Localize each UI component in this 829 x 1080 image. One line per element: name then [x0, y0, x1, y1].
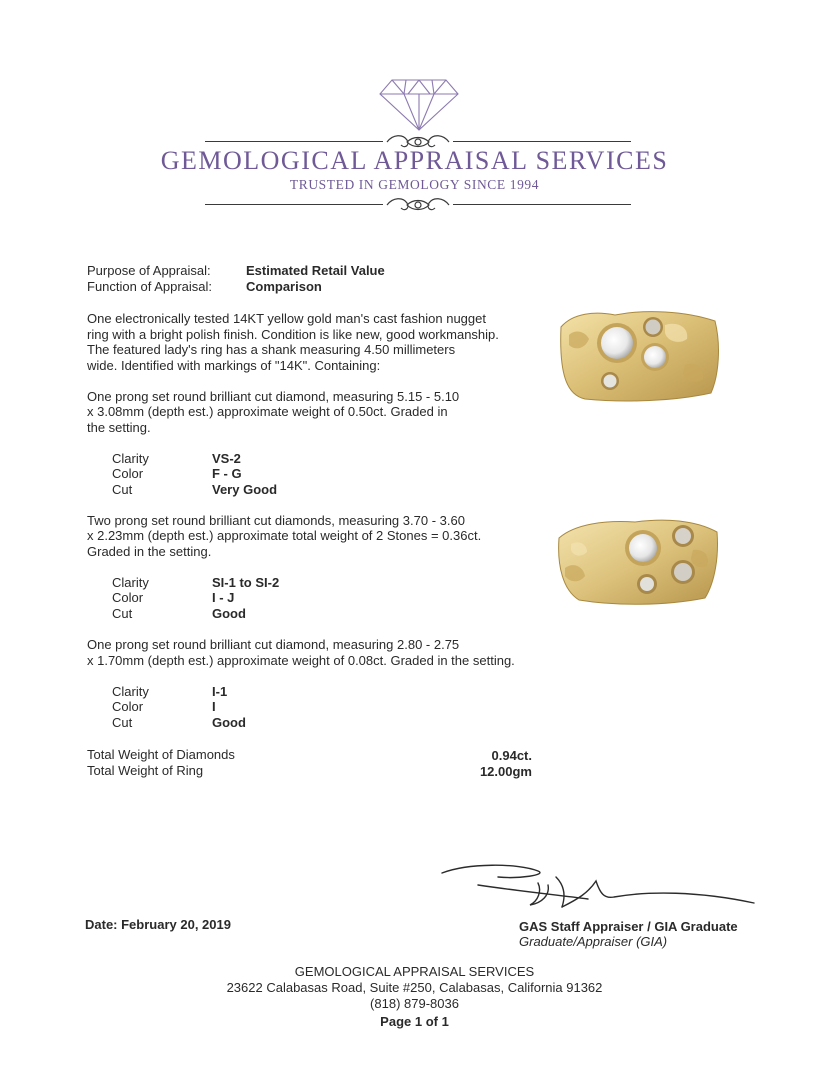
footer-organization-name: GEMOLOGICAL APPRAISAL SERVICES [294, 964, 535, 979]
stone-1-color-label: Color [112, 466, 144, 481]
stone-2-description-line: x 2.23mm (depth est.) approximate total weight of 2 Stones = 0.36ct. [87, 528, 482, 543]
stone-3-description-line: x 1.70mm (depth est.) approximate weight of 0.08ct. Graded in the setting. [87, 653, 515, 668]
organization-name: GEMOLOGICAL APPRAISAL SERVICES [160, 146, 669, 175]
total-ring-weight-label: Total Weight of Ring [87, 763, 204, 778]
stone-1-description-line: the setting. [87, 420, 151, 435]
stone-2-color-value: I - J [212, 590, 235, 605]
stone-1-clarity-value: VS-2 [212, 451, 241, 466]
total-diamond-weight-label: Total Weight of Diamonds [87, 747, 235, 762]
stone-1-clarity-label: Clarity [112, 451, 149, 466]
page-number: Page 1 of 1 [380, 1014, 449, 1029]
stone-2-clarity-label: Clarity [112, 575, 149, 590]
description-line: wide. Identified with markings of "14K". Containing: [87, 358, 381, 373]
appraisal-date: Date: February 20, 2019 [85, 917, 231, 932]
organization-tagline: TRUSTED IN GEMOLOGY SINCE 1994 [289, 177, 540, 192]
stone-3-description-line: One prong set round brilliant cut diamond, measuring 2.80 - 2.75 [87, 637, 460, 652]
description-line: One electronically tested 14KT yellow gold man's cast fashion nugget [87, 311, 486, 326]
total-ring-weight-value: 12.00gm [479, 764, 532, 779]
description-line: The featured lady's ring has a shank measuring 4.50 millimeters [87, 342, 456, 357]
description-line: ring with a bright polish finish. Condition is like new, good workmanship. [87, 327, 499, 342]
header-top-rule-right [453, 141, 631, 142]
purpose-label: Purpose of Appraisal: [87, 263, 211, 278]
appraiser-signature [438, 855, 758, 917]
footer-address: 23622 Calabasas Road, Suite #250, Calabasas, California 91362 [226, 980, 603, 995]
diamond-logo-icon [378, 78, 460, 132]
function-value: Comparison [246, 279, 322, 294]
total-diamond-weight-value: 0.94ct. [491, 748, 532, 763]
stone-2-description-line: Graded in the setting. [87, 544, 212, 559]
ring-photo-top-view [555, 305, 723, 405]
stone-2-clarity-value: SI-1 to SI-2 [212, 575, 280, 590]
header-top-rule-left [205, 141, 383, 142]
stone-3-clarity-label: Clarity [112, 684, 149, 699]
signatory-title: GAS Staff Appraiser / GIA Graduate [519, 919, 738, 934]
header-bottom-rule-left [205, 204, 383, 205]
function-label: Function of Appraisal: [87, 279, 213, 294]
stone-3-cut-label: Cut [112, 715, 133, 730]
stone-1-color-value: F - G [212, 466, 242, 481]
stone-2-description-line: Two prong set round brilliant cut diamonds, measuring 3.70 - 3.60 [87, 513, 465, 528]
stone-1-description-line: x 3.08mm (depth est.) approximate weight of 0.50ct. Graded in [87, 404, 448, 419]
stone-3-clarity-value: I-1 [212, 684, 228, 699]
stone-1-cut-value: Very Good [212, 482, 278, 497]
footer-phone: (818) 879-8036 [370, 996, 459, 1011]
stone-2-cut-value: Good [212, 606, 246, 621]
stone-3-cut-value: Good [212, 715, 246, 730]
stone-3-color-label: Color [112, 699, 144, 714]
stone-1-cut-label: Cut [112, 482, 133, 497]
bottom-scroll-ornament-icon [383, 194, 453, 216]
stone-1-description-line: One prong set round brilliant cut diamond, measuring 5.15 - 5.10 [87, 389, 460, 404]
header-bottom-rule-right [453, 204, 631, 205]
stone-2-color-label: Color [112, 590, 144, 605]
stone-3-color-value: I [212, 699, 216, 714]
purpose-value: Estimated Retail Value [246, 263, 385, 278]
signatory-subtitle: Graduate/Appraiser (GIA) [519, 934, 668, 949]
ring-photo-angled-view [555, 510, 723, 610]
stone-2-cut-label: Cut [112, 606, 133, 621]
